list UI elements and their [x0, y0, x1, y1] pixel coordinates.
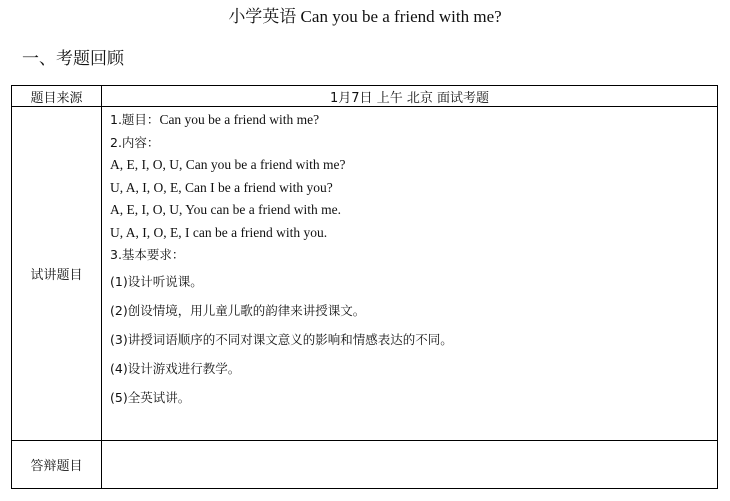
- requirement-item: (2)创设情境，用儿童儿歌的韵律来讲授课文。: [110, 302, 366, 318]
- topic-prefix: 1.题目：: [110, 112, 160, 127]
- section-heading: 一、考题回顾: [22, 49, 124, 69]
- source-label: 题目来源: [12, 86, 102, 107]
- source-value: 1月7日 上午 北京 面试考题: [102, 86, 718, 107]
- document-title: 小学英语 Can you be a friend with me?: [228, 7, 502, 26]
- topic-text: Can you be a friend with me?: [159, 112, 320, 127]
- exam-info-table: [11, 85, 718, 489]
- requirement-item: (3)讲授词语顺序的不同对课文意义的影响和情感表达的不同。: [110, 331, 453, 347]
- content-heading: 2.内容：: [110, 134, 160, 150]
- table-row-source: [12, 86, 718, 107]
- lyric-line: U, A, I, O, E, I can be a friend with you.: [110, 224, 328, 240]
- requirement-item: (1)设计听说课。: [110, 273, 203, 289]
- lecture-topic-label: 试讲题目: [12, 107, 102, 441]
- requirement-item: (5)全英试讲。: [110, 389, 191, 405]
- topic-line: [110, 109, 717, 132]
- defense-label: 答辩题目: [12, 441, 102, 489]
- defense-content: [102, 441, 718, 489]
- table-row-defense: [12, 441, 718, 489]
- lyric-line: A, E, I, O, U, You can be a friend with me.: [110, 202, 341, 217]
- lyric-line: U, A, I, O, E, Can I be a friend with you?: [110, 179, 333, 195]
- requirements-heading: 3.基本要求：: [110, 247, 185, 262]
- lyric-line: A, E, I, O, U, Can you be a friend with me?: [110, 157, 346, 172]
- table-row-lecture-topic: [12, 107, 718, 441]
- requirement-item: (4)设计游戏进行教学。: [110, 360, 241, 376]
- lecture-topic-content: [102, 107, 718, 441]
